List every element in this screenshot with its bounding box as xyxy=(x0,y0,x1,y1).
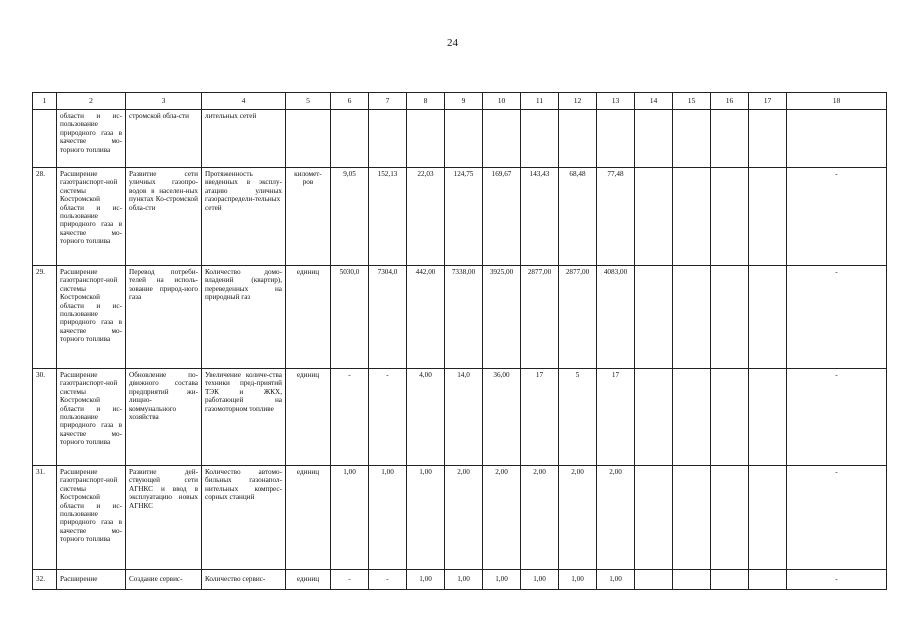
unit-cell: единиц xyxy=(286,266,331,369)
table-row xyxy=(33,110,887,168)
value-cell: 169,67 xyxy=(483,168,521,266)
value-cell: 124,75 xyxy=(445,168,483,266)
empty-cell xyxy=(711,570,749,590)
value-cell: 5 xyxy=(559,369,597,466)
indicator-cell: Протяженность введенных в эксплу-атацию уличных газораспредели-тельных сетей xyxy=(202,168,286,266)
task-cell: Развитие сети уличных газопро-водов в населен-ных пунктах Ко-стромской обла-сти xyxy=(126,168,202,266)
indicator-cell: Увеличение количе-ства техники пред-приятий ТЭК и ЖКХ, работающей на газомоторном топливе xyxy=(202,369,286,466)
value-cell: 68,48 xyxy=(559,168,597,266)
empty-cell xyxy=(711,110,749,168)
value-cell: 2,00 xyxy=(521,466,559,570)
value-cell: 1,00 xyxy=(483,570,521,590)
empty-cell xyxy=(635,570,673,590)
empty-cell xyxy=(635,369,673,466)
value-cell: 77,48 xyxy=(597,168,635,266)
row-number: 30. xyxy=(33,369,57,466)
value-cell: - xyxy=(369,570,407,590)
row-number: 29. xyxy=(33,266,57,369)
value-cell xyxy=(331,110,369,168)
empty-cell xyxy=(673,570,711,590)
indicator-cell: Количество сервис- xyxy=(202,570,286,590)
empty-cell xyxy=(673,466,711,570)
empty-cell xyxy=(673,266,711,369)
row-number: 28. xyxy=(33,168,57,266)
column-header: 5 xyxy=(286,93,331,110)
column-header: 14 xyxy=(635,93,673,110)
column-header: 9 xyxy=(445,93,483,110)
task-cell: Перевод потреби-телей на исполь-зование природ-ного газа xyxy=(126,266,202,369)
empty-cell xyxy=(749,168,787,266)
goal-cell: Расширение газотранспорт-ной системы Костромской области и ис-пользование природного газа в качестве мо-торного топлива xyxy=(57,466,126,570)
value-cell: 9,05 xyxy=(331,168,369,266)
column-header: 18 xyxy=(787,93,887,110)
note-cell: - xyxy=(787,369,887,466)
value-cell: 2,00 xyxy=(483,466,521,570)
goal-cell: Расширение xyxy=(57,570,126,590)
value-cell xyxy=(407,110,445,168)
note-cell: - xyxy=(787,466,887,570)
task-cell: Развитие дей-ствующей сети АГНКС и ввод в эксплуатацию новых АГНКС xyxy=(126,466,202,570)
value-cell xyxy=(559,110,597,168)
header-row xyxy=(33,93,887,110)
column-header: 6 xyxy=(331,93,369,110)
empty-cell xyxy=(635,168,673,266)
note-cell: - xyxy=(787,168,887,266)
column-header: 3 xyxy=(126,93,202,110)
table-row xyxy=(33,466,887,570)
note-cell: - xyxy=(787,570,887,590)
value-cell: 1,00 xyxy=(407,466,445,570)
row-number: 32. xyxy=(33,570,57,590)
value-cell xyxy=(597,110,635,168)
value-cell: 152,13 xyxy=(369,168,407,266)
indicators-table xyxy=(32,92,887,590)
value-cell: 7304,0 xyxy=(369,266,407,369)
column-header: 10 xyxy=(483,93,521,110)
unit-cell: единиц xyxy=(286,570,331,590)
value-cell: 442,00 xyxy=(407,266,445,369)
value-cell: - xyxy=(369,369,407,466)
row-number: 31. xyxy=(33,466,57,570)
note-cell: - xyxy=(787,266,887,369)
value-cell: - xyxy=(331,570,369,590)
value-cell xyxy=(483,110,521,168)
task-cell: стромской обла-сти xyxy=(126,110,202,168)
value-cell: 1,00 xyxy=(597,570,635,590)
value-cell: 5030,0 xyxy=(331,266,369,369)
indicator-cell: Количество автомо-бильных газонапол-нительных компрес-сорных станций xyxy=(202,466,286,570)
value-cell: 7338,00 xyxy=(445,266,483,369)
value-cell: 1,00 xyxy=(521,570,559,590)
value-cell: 3925,00 xyxy=(483,266,521,369)
table-row xyxy=(33,570,887,590)
row-number xyxy=(33,110,57,168)
value-cell: 1,00 xyxy=(331,466,369,570)
goal-cell: области и ис-пользование природного газа в качестве мо-торного топлива xyxy=(57,110,126,168)
unit-cell: единиц xyxy=(286,466,331,570)
value-cell xyxy=(369,110,407,168)
page-number: 24 xyxy=(447,37,458,49)
value-cell xyxy=(521,110,559,168)
column-header: 16 xyxy=(711,93,749,110)
table-row xyxy=(33,266,887,369)
indicator-cell: лительных сетей xyxy=(202,110,286,168)
value-cell: 4,00 xyxy=(407,369,445,466)
empty-cell xyxy=(749,369,787,466)
goal-cell: Расширение газотранспорт-ной системы Костромской области и ис-пользование природного газа в качестве мо-торного топлива xyxy=(57,369,126,466)
unit-cell xyxy=(286,110,331,168)
column-header: 1 xyxy=(33,93,57,110)
value-cell: 1,00 xyxy=(445,570,483,590)
column-header: 7 xyxy=(369,93,407,110)
empty-cell xyxy=(635,266,673,369)
value-cell xyxy=(445,110,483,168)
empty-cell xyxy=(673,168,711,266)
column-header: 17 xyxy=(749,93,787,110)
column-header: 4 xyxy=(202,93,286,110)
note-cell xyxy=(787,110,887,168)
column-header: 11 xyxy=(521,93,559,110)
column-header: 8 xyxy=(407,93,445,110)
unit-cell: единиц xyxy=(286,369,331,466)
empty-cell xyxy=(635,110,673,168)
indicator-cell: Количество домо-владений (квартир), переведенных на природный газ xyxy=(202,266,286,369)
empty-cell xyxy=(711,369,749,466)
column-header: 12 xyxy=(559,93,597,110)
value-cell: 143,43 xyxy=(521,168,559,266)
empty-cell xyxy=(635,466,673,570)
empty-cell xyxy=(749,570,787,590)
value-cell: 1,00 xyxy=(407,570,445,590)
value-cell: 1,00 xyxy=(369,466,407,570)
value-cell: 2877,00 xyxy=(521,266,559,369)
empty-cell xyxy=(711,466,749,570)
column-header: 2 xyxy=(57,93,126,110)
column-header: 15 xyxy=(673,93,711,110)
task-cell: Обновление по-движного состава предприятий жи-лищно-коммунального хозяйства xyxy=(126,369,202,466)
value-cell: 2877,00 xyxy=(559,266,597,369)
value-cell: 17 xyxy=(597,369,635,466)
table-row xyxy=(33,369,887,466)
goal-cell: Расширение газотранспорт-ной системы Костромской области и ис-пользование природного газа в качестве мо-торного топлива xyxy=(57,168,126,266)
empty-cell xyxy=(711,168,749,266)
value-cell: 2,00 xyxy=(597,466,635,570)
goal-cell: Расширение газотранспорт-ной системы Костромской области и ис-пользование природного газа в качестве мо-торного топлива xyxy=(57,266,126,369)
empty-cell xyxy=(749,266,787,369)
task-cell: Создание сервис- xyxy=(126,570,202,590)
empty-cell xyxy=(749,110,787,168)
empty-cell xyxy=(749,466,787,570)
empty-cell xyxy=(711,266,749,369)
value-cell: 2,00 xyxy=(445,466,483,570)
table-row xyxy=(33,168,887,266)
value-cell: 4083,00 xyxy=(597,266,635,369)
column-header: 13 xyxy=(597,93,635,110)
value-cell: 14,0 xyxy=(445,369,483,466)
unit-cell: километ-ров xyxy=(286,168,331,266)
value-cell: 1,00 xyxy=(559,570,597,590)
value-cell: 2,00 xyxy=(559,466,597,570)
value-cell: 36,00 xyxy=(483,369,521,466)
empty-cell xyxy=(673,369,711,466)
value-cell: 22,03 xyxy=(407,168,445,266)
value-cell: 17 xyxy=(521,369,559,466)
empty-cell xyxy=(673,110,711,168)
value-cell: - xyxy=(331,369,369,466)
